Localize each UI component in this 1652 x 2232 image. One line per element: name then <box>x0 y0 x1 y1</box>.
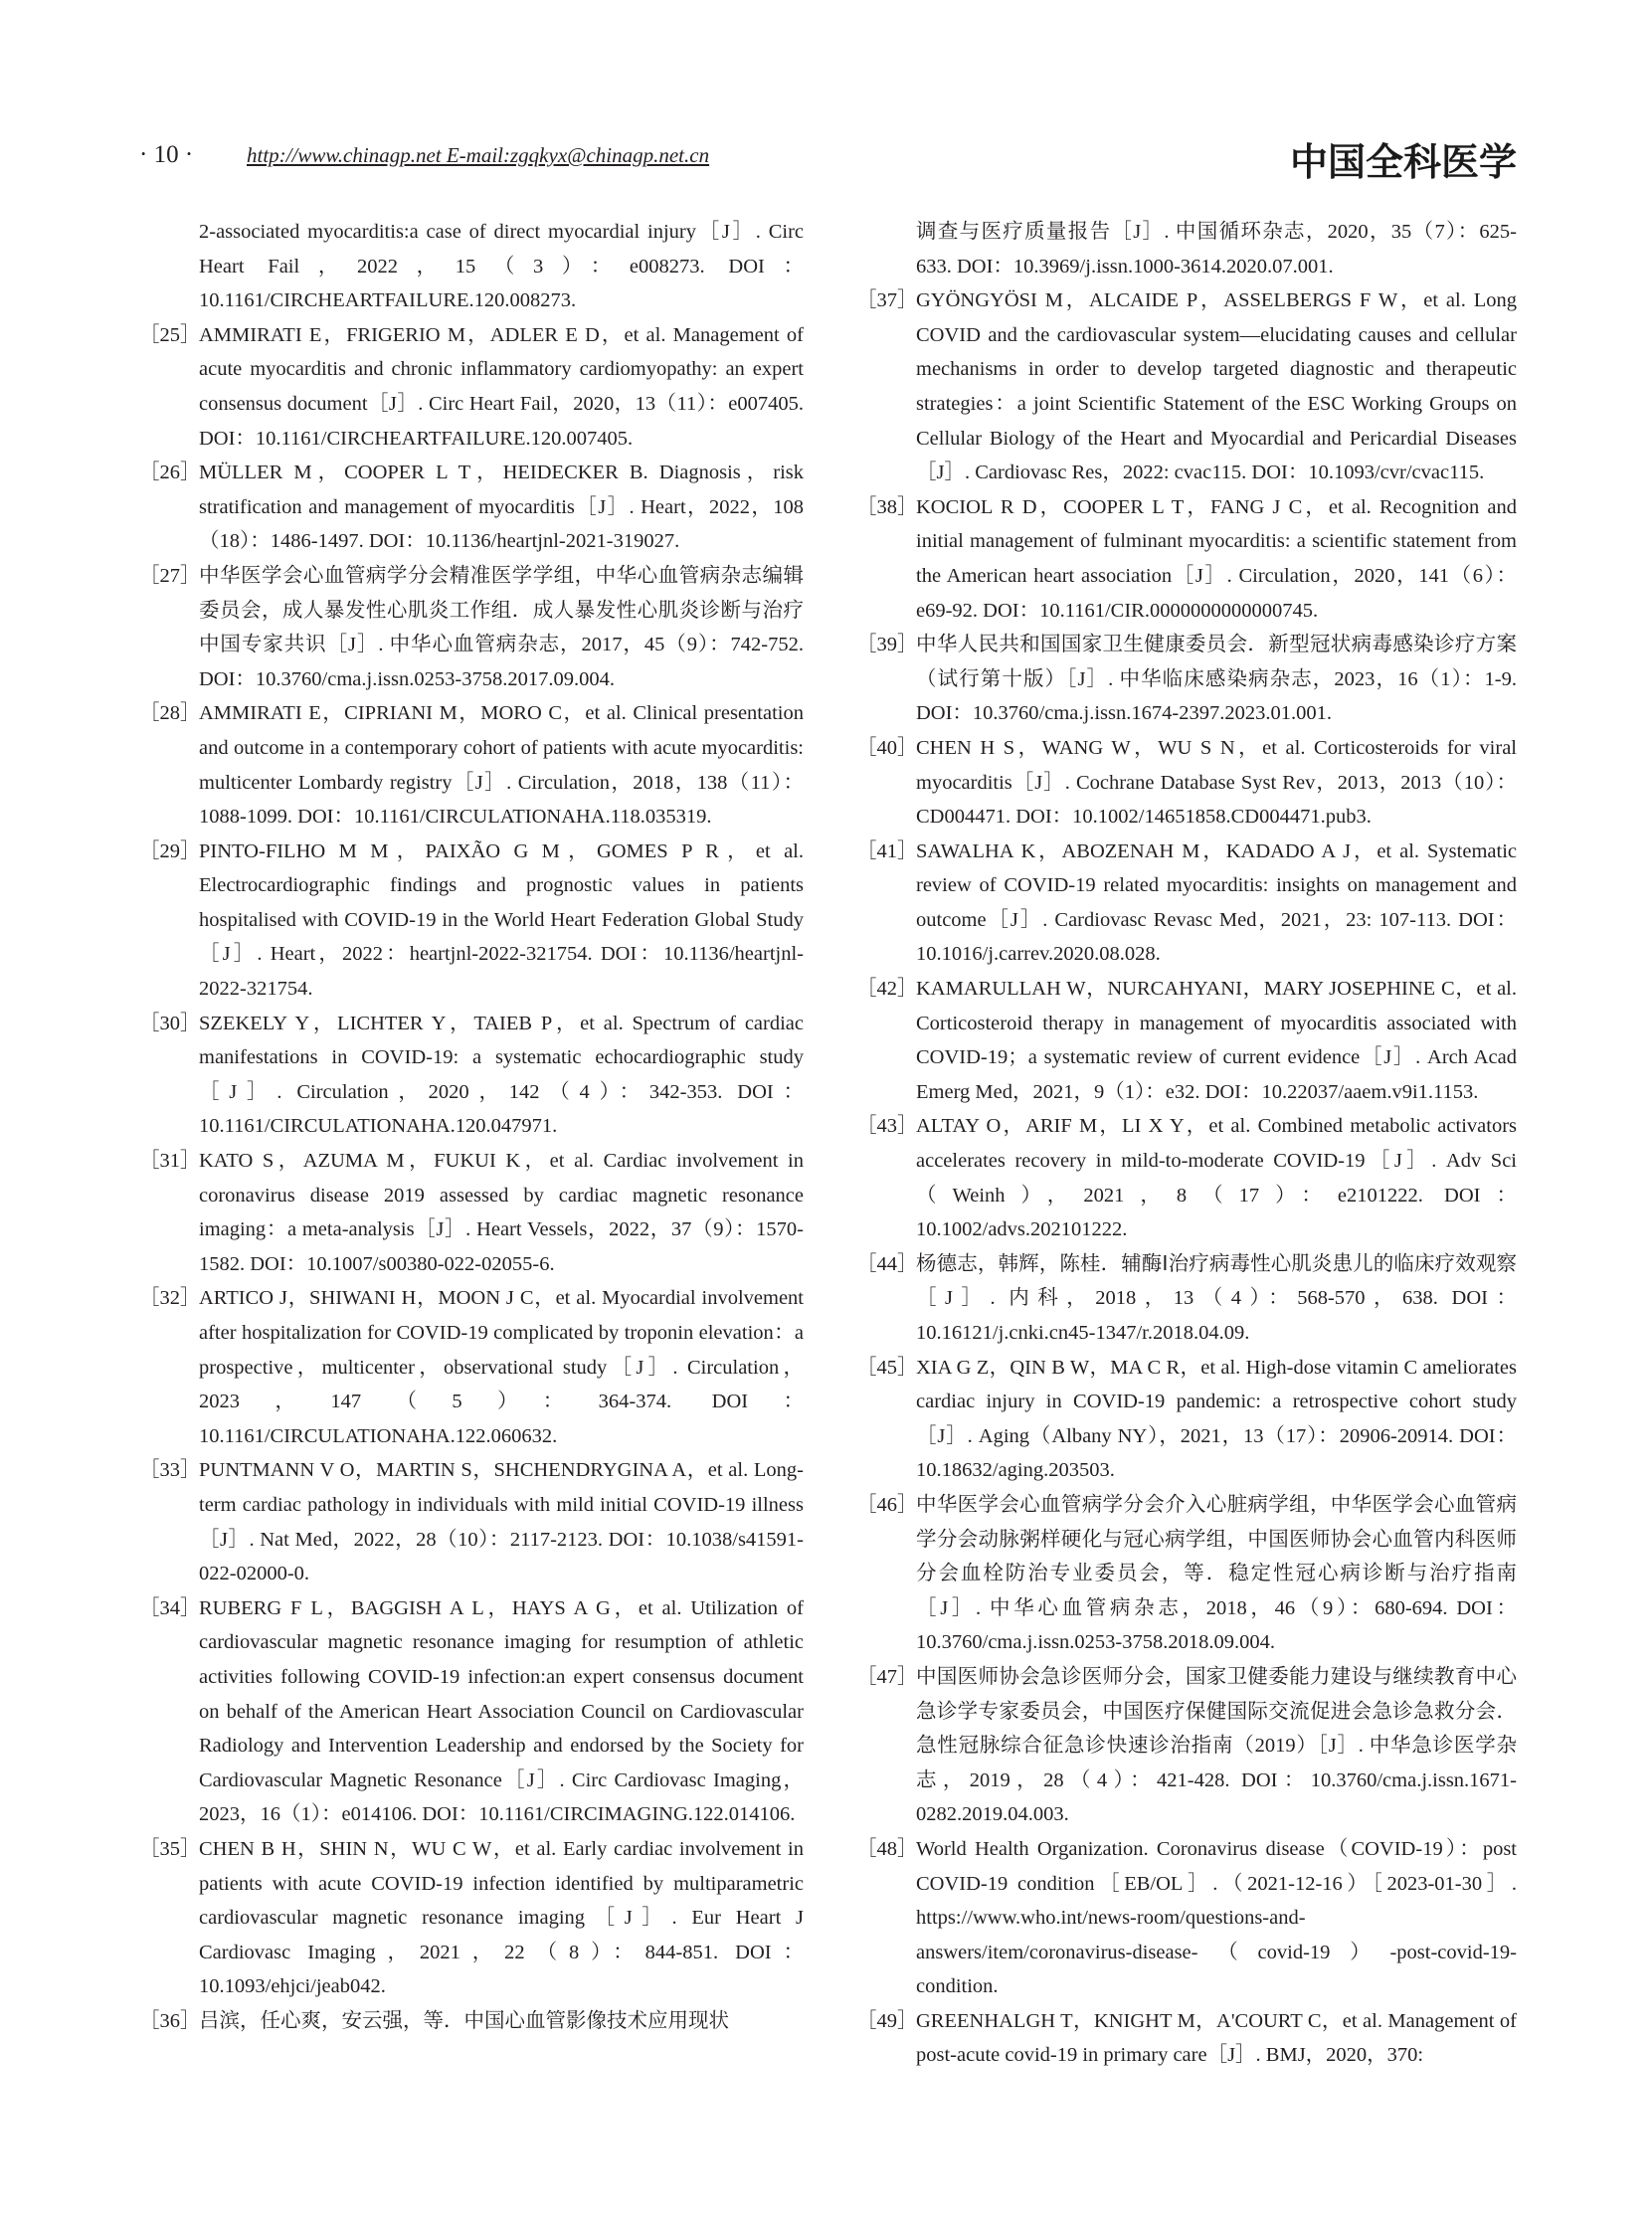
reference-text: 中华人民共和国国家卫生健康委员会．新型冠状病毒感染诊疗方案（试行第十版）［J］. 中华临床感染病杂志，2023，16（1）：1-9. DOI：10.3760/cma.j.issn.1674-2397.2023.01.001. <box>916 634 1517 725</box>
reference-number: ［42］ <box>856 978 918 1001</box>
reference-text: XIA G Z，QIN B W，MA C R，et al. High-dose vitamin C ameliorates cardiac injury in COVID-19 pandemic: a retrospective cohort study［J］. Aging（Albany NY），2021，13（17）：20906-20914. DOI：10.18632/aging.203503. <box>916 1356 1517 1482</box>
reference-text: KAMARULLAH W，NURCAHYANI，MARY JOSEPHINE C，et al. Corticosteroid therapy in management of myocarditis associated with COVID-19；a systematic review of current evidence［J］. Arch Acad Emerg Med，2021，9（1）：e32. DOI：10.22037/aaem.v9i1.1153. <box>916 978 1517 1103</box>
reference-item <box>139 318 804 456</box>
reference-text: 中华医学会心血管病学分会介入心脏病学组，中华医学会心血管病学分会动脉粥样硬化与冠心病学组，中国医师协会心血管内科医师分会血栓防治专业委员会，等．稳定性冠心病诊断与治疗指南［J］. 中华心血管病杂志，2018，46（9）：680-694. DOI：10.3760/cma.j.issn.0253-3758.2018.09.004. <box>916 1493 1517 1654</box>
reference-number: ［46］ <box>856 1493 918 1516</box>
reference-number: ［30］ <box>139 1012 201 1034</box>
page-number: · 10 · <box>139 141 194 168</box>
reference-number: ［45］ <box>856 1356 918 1379</box>
reference-text: 2-associated myocarditis:a case of direct myocardial injury［J］. Circ Heart Fail，2022，15（3）：e008273. DOI：10.1161/CIRCHEARTFAILURE.120.008273. <box>199 221 804 312</box>
reference-text: 杨德志，韩辉，陈桂．辅酶Ⅰ治疗病毒性心肌炎患儿的临床疗效观察［J］. 内科，2018，13（4）：568-570，638. DOI：10.16121/j.cnki.cn45-1347/r.2018.04.09. <box>916 1252 1517 1344</box>
reference-number: ［31］ <box>139 1150 201 1173</box>
reference-number: ［32］ <box>139 1287 201 1310</box>
reference-item <box>139 835 804 1007</box>
reference-item <box>139 456 804 559</box>
reference-text: KOCIOL R D，COOPER L T，FANG J C，et al. Recognition and initial management of fulminant myocarditis: a scientific statement from the American heart association［J］. Circulation，2020，141（6）：e69-92. DOI：10.1161/CIR.0000000000000745. <box>916 495 1517 622</box>
reference-number: ［44］ <box>856 1252 918 1275</box>
reference-item <box>139 1007 804 1144</box>
reference-number: ［48］ <box>856 1837 918 1860</box>
reference-text: 调查与医疗质量报告［J］. 中国循环杂志，2020，35（7）：625-633. DOI：10.3969/j.issn.1000-3614.2020.07.001. <box>916 221 1517 278</box>
reference-text: SAWALHA K，ABOZENAH M，KADADO A J，et al. Systematic review of COVID-19 related myocarditis: insights on management and outcome［J］. Cardiovasc Revasc Med，2021，23: 107-113. DOI：10.1016/j.carrev.2020.08.028. <box>916 839 1517 966</box>
reference-number: ［25］ <box>139 323 201 346</box>
reference-number: ［35］ <box>139 1837 201 1860</box>
header-url-email[interactable]: http://www.chinagp.net E-mail:zgqkyx@chinagp.net.cn <box>247 143 710 167</box>
reference-text: World Health Organization. Coronavirus disease（COVID-19）：post COVID-19 condition［EB/OL］.（2021-12-16）［2023-01-30］. https://www.who.int/news-room/questions-and-answers/item/coronavirus-disease-（covid-19）-post-covid-19-condition. <box>916 1837 1517 1998</box>
reference-number: ［49］ <box>856 2009 918 2032</box>
reference-text: 中华医学会心血管病学分会精准医学学组，中华心血管病杂志编辑委员会，成人暴发性心肌炎工作组．成人暴发性心肌炎诊断与治疗中国专家共识［J］. 中华心血管病杂志，2017，45（9）：742-752. DOI：10.3760/cma.j.issn.0253-3758.2017.09.004. <box>199 564 804 690</box>
reference-number: ［47］ <box>856 1665 918 1688</box>
reference-column-left <box>139 215 804 2038</box>
reference-item <box>856 1660 1517 1832</box>
reference-number: ［38］ <box>856 495 918 518</box>
reference-item <box>856 1109 1517 1246</box>
reference-item <box>856 283 1517 490</box>
reference-text: MÜLLER M，COOPER L T，HEIDECKER B. Diagnosis，risk stratification and management of myocarditis［J］. Heart，2022，108（18）：1486-1497. DOI：10.1136/heartjnl-2021-319027. <box>199 462 804 553</box>
reference-number: ［36］ <box>139 2009 201 2032</box>
reference-column-right <box>856 215 1517 2073</box>
page-header <box>139 137 1517 187</box>
reference-text: RUBERG F L，BAGGISH A L，HAYS A G，et al. Utilization of cardiovascular magnetic resonance imaging for resumption of athletic activities following COVID-19 infection:an expert consensus document on behalf of the American Heart Association Council on Cardiovascular Radiology and Intervention Leadership and endorsed by the Society for Cardiovascular Magnetic Resonance［J］. Circ Cardiovasc Imaging，2023，16（1）：e014106. DOI：10.1161/CIRCIMAGING.122.014106. <box>199 1596 804 1826</box>
reference-item <box>139 559 804 696</box>
reference-item <box>856 628 1517 731</box>
reference-text: CHEN B H，SHIN N，WU C W，et al. Early cardiac involvement in patients with acute COVID-19 infection identified by multiparametric cardiovascular magnetic resonance imaging［J］. Eur Heart J Cardiovasc Imaging，2021，22（8）：844-851. DOI：10.1093/ehjci/jeab042. <box>199 1837 804 1998</box>
reference-item <box>856 1832 1517 2004</box>
reference-continuation <box>856 215 1517 283</box>
reference-text: ALTAY O，ARIF M，LI X Y，et al. Combined metabolic activators accelerates recovery in mild-to-moderate COVID-19［J］. Adv Sci（Weinh），2021，8（17）：e2101222. DOI：10.1002/advs.202101222. <box>916 1115 1517 1241</box>
reference-continuation <box>139 215 804 318</box>
reference-item <box>139 1591 804 1832</box>
reference-number: ［34］ <box>139 1596 201 1619</box>
reference-text: ARTICO J，SHIWANI H，MOON J C，et al. Myocardial involvement after hospitalization for COVID-19 complicated by troponin elevation：a prospective，multicenter，observational study［J］. Circulation，2023，147（5）：364-374. DOI：10.1161/CIRCULATIONAHA.122.060632. <box>199 1287 804 1447</box>
reference-text: GYÖNGYÖSI M，ALCAIDE P，ASSELBERGS F W，et al. Long COVID and the cardiovascular system—elucidating causes and cellular mechanisms in order to develop targeted diagnostic and therapeutic strategies：a joint Scientific Statement of the ESC Working Groups on Cellular Biology of the Heart and Myocardial and Pericardial Diseases［J］. Cardiovasc Res，2022: cvac115. DOI：10.1093/cvr/cvac115. <box>916 289 1517 484</box>
reference-number: ［27］ <box>139 564 201 587</box>
reference-number: ［43］ <box>856 1115 918 1138</box>
reference-item <box>856 1488 1517 1660</box>
reference-item <box>856 490 1517 628</box>
reference-number: ［26］ <box>139 462 201 484</box>
reference-item <box>139 2004 804 2039</box>
reference-text: 吕滨，任心爽，安云强，等．中国心血管影像技术应用现状 <box>199 2009 729 2032</box>
reference-text: SZEKELY Y，LICHTER Y，TAIEB P，et al. Spectrum of cardiac manifestations in COVID-19: a systematic echocardiographic study［J］. Circulation，2020，142（4）：342-353. DOI：10.1161/CIRCULATIONAHA.120.047971. <box>199 1012 804 1138</box>
reference-text: KATO S，AZUMA M，FUKUI K，et al. Cardiac involvement in coronavirus disease 2019 assessed by cardiac magnetic resonance imaging：a meta-analysis［J］. Heart Vessels，2022，37（9）：1570-1582. DOI：10.1007/s00380-022-02055-6. <box>199 1150 804 1275</box>
reference-item <box>139 696 804 834</box>
reference-text: AMMIRATI E，FRIGERIO M，ADLER E D，et al. Management of acute myocarditis and chronic inflammatory cardiomyopathy: an expert consensus document［J］. Circ Heart Fail，2020，13（11）：e007405. DOI：10.1161/CIRCHEARTFAILURE.120.007405. <box>199 323 804 450</box>
reference-number: ［40］ <box>856 736 918 759</box>
reference-number: ［29］ <box>139 839 201 862</box>
reference-item <box>139 1832 804 2004</box>
reference-text: GREENHALGH T，KNIGHT M，A'COURT C，et al. Management of post-acute covid-19 in primary care［J］. BMJ，2020，370: <box>916 2009 1517 2067</box>
reference-text: AMMIRATI E，CIPRIANI M，MORO C，et al. Clinical presentation and outcome in a contemporary cohort of patients with acute myocarditis: multicenter Lombardy registry［J］. Circulation，2018，138（11）：1088-1099. DOI：10.1161/CIRCULATIONAHA.118.035319. <box>199 702 804 829</box>
reference-item <box>139 1144 804 1281</box>
reference-item <box>856 835 1517 972</box>
reference-item <box>139 1453 804 1590</box>
journal-logo: 中国全科医学 <box>1289 140 1517 184</box>
reference-text: PINTO-FILHO M M，PAIXÃO G M，GOMES P R，et al. Electrocardiographic findings and prognostic values in patients hospitalised with COVID-19 in the World Heart Federation Global Study［J］. Heart，2022：heartjnl-2022-321754. DOI：10.1136/heartjnl-2022-321754. <box>199 839 804 1001</box>
reference-item <box>856 2004 1517 2073</box>
reference-number: ［39］ <box>856 634 918 656</box>
reference-number: ［33］ <box>139 1459 201 1482</box>
reference-item <box>856 731 1517 835</box>
reference-number: ［28］ <box>139 702 201 725</box>
reference-item <box>856 1351 1517 1488</box>
reference-item <box>139 1281 804 1453</box>
reference-text: 中国医师协会急诊医师分会，国家卫健委能力建设与继续教育中心急诊学专家委员会，中国医疗保健国际交流促进会急诊急救分会．急性冠脉综合征急诊快速诊治指南（2019）［J］. 中华急诊医学杂志，2019，28（4）：421-428. DOI：10.3760/cma.j.issn.1671-0282.2019.04.003. <box>916 1665 1517 1826</box>
reference-number: ［41］ <box>856 839 918 862</box>
reference-text: PUNTMANN V O，MARTIN S，SHCHENDRYGINA A，et al. Long-term cardiac pathology in individuals with mild initial COVID-19 illness［J］. Nat Med，2022，28（10）：2117-2123. DOI：10.1038/s41591-022-02000-0. <box>199 1459 804 1585</box>
reference-text: CHEN H S，WANG W，WU S N，et al. Corticosteroids for viral myocarditis［J］. Cochrane Database Syst Rev，2013，2013（10）：CD004471. DOI：10.1002/14651858.CD004471.pub3. <box>916 736 1517 829</box>
reference-item <box>856 1247 1517 1351</box>
reference-number: ［37］ <box>856 289 918 312</box>
reference-item <box>856 972 1517 1109</box>
